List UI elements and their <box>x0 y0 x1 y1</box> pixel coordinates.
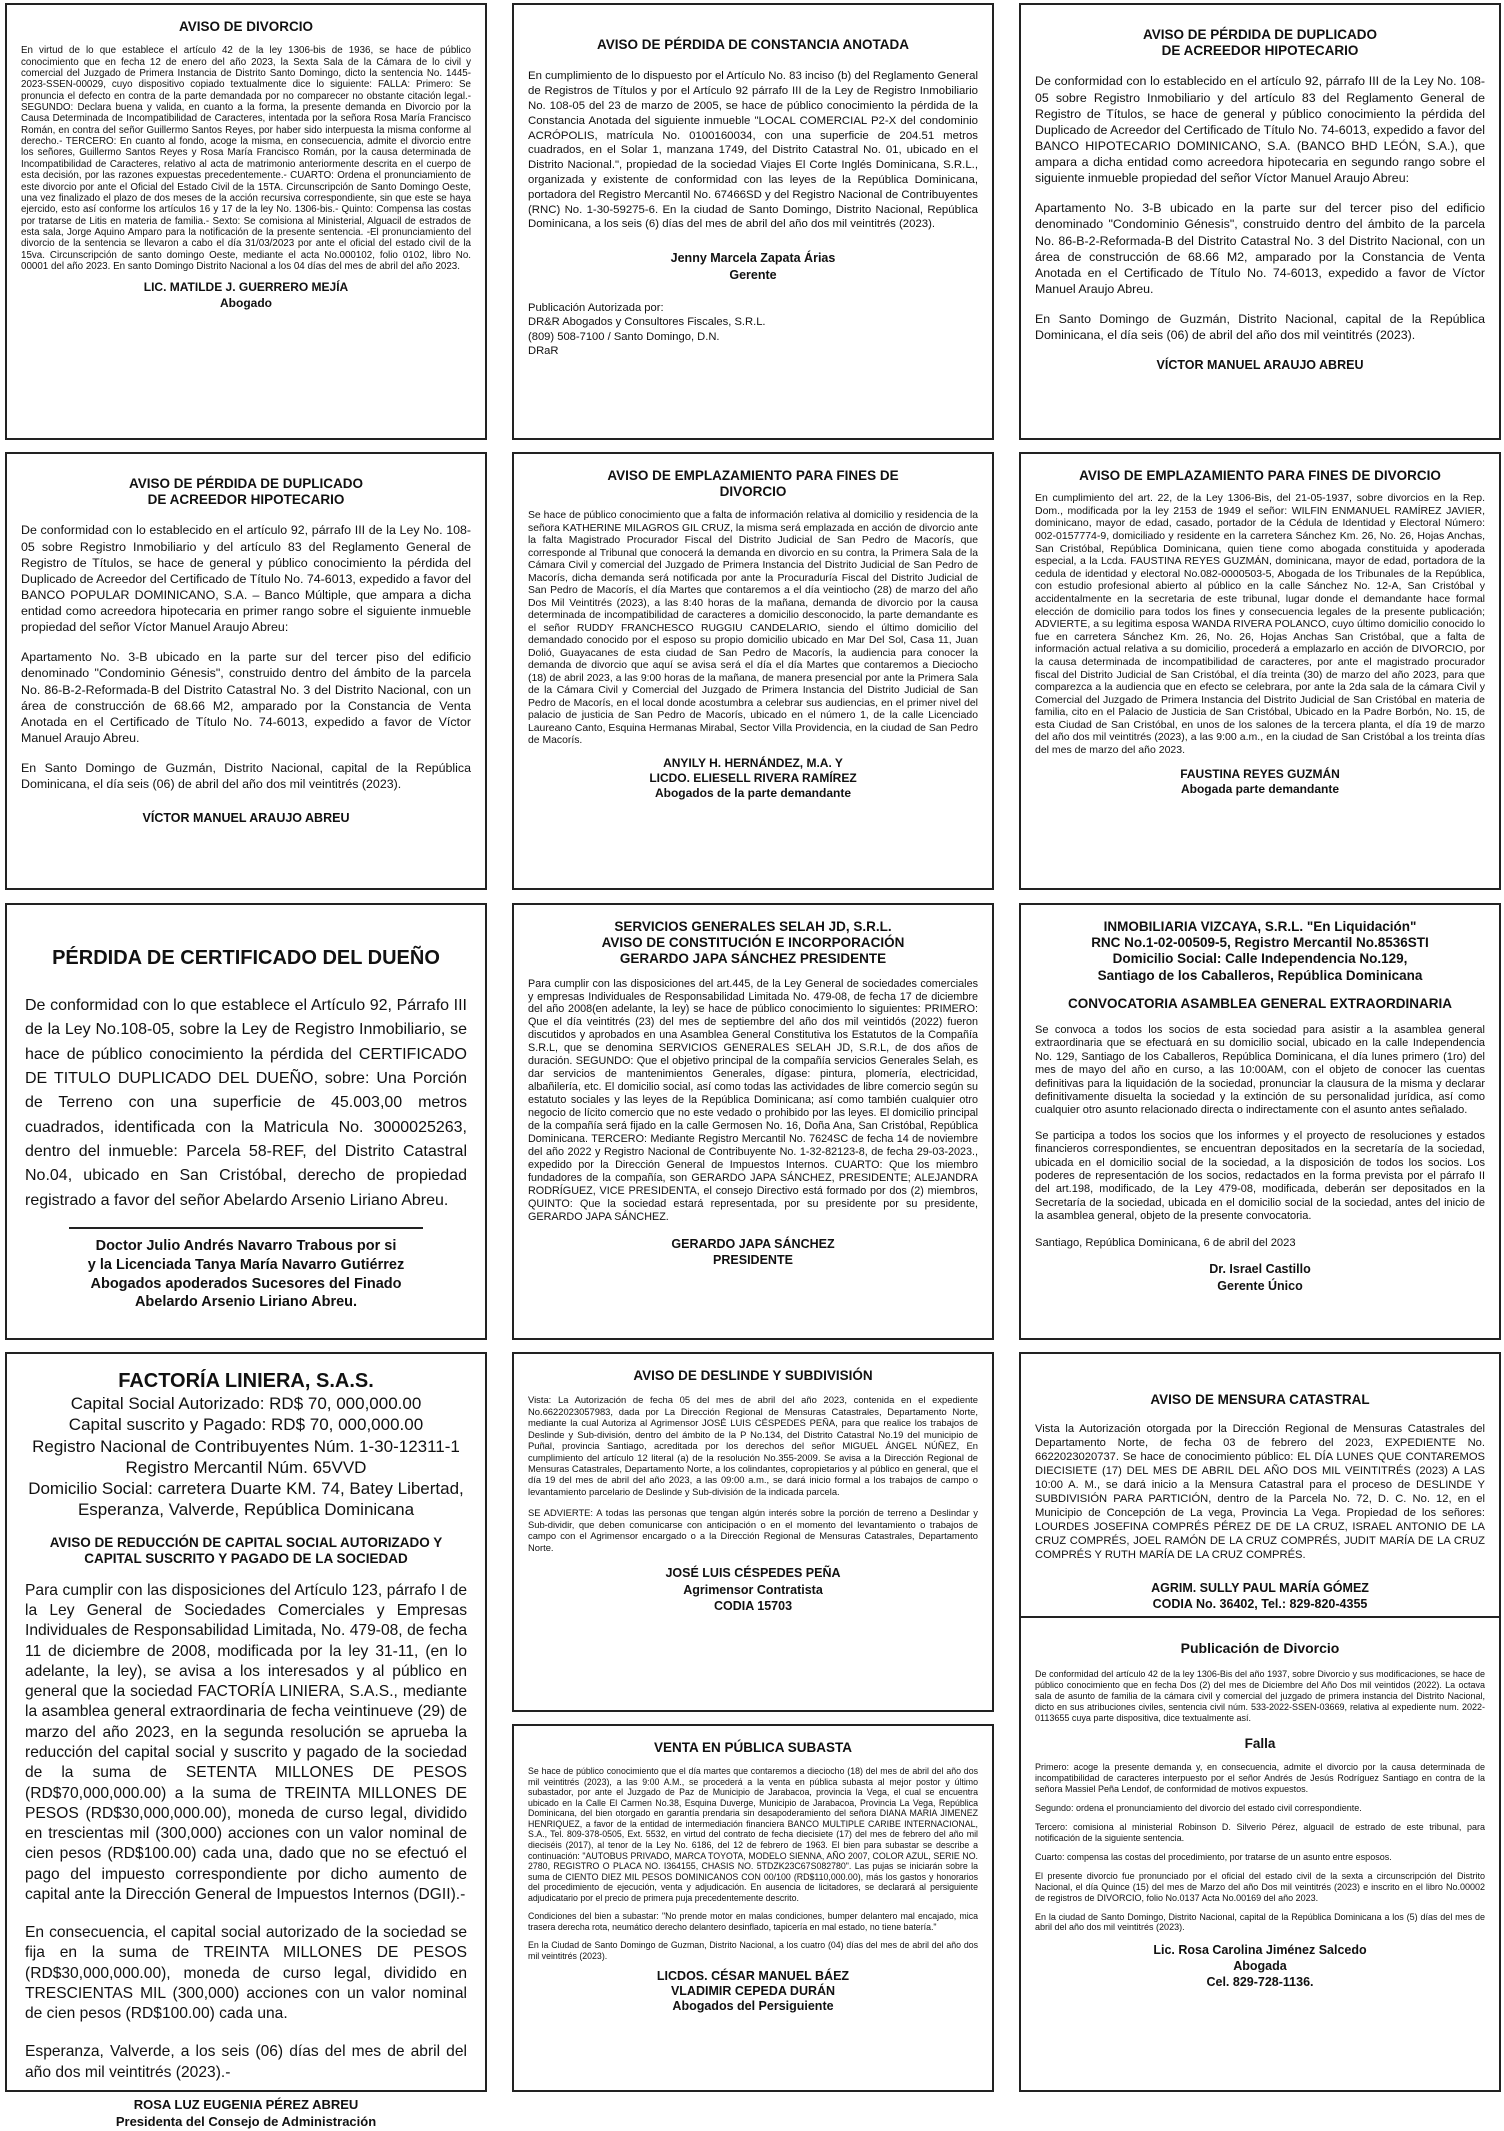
title-line: SERVICIOS GENERALES SELAH JD, S.R.L. <box>614 919 892 934</box>
ad-date: Santiago, República Dominicana, 6 de abril del 2023 <box>1035 1236 1296 1249</box>
ad-paragraph: Vista: La Autorización de fecha 05 del mes de abril del año 2023, contenida en el expediente No.6622023057983, dada por La Dirección Regional de Mensuras Catastrales, Departamento Norte, mediante la cual Autoriza al Agrimensor JOSÉ LUIS CÉSPEDES PEÑA, para que realice los trabajos de Deslinde y Sub-división, dentro del ámbito de la P No.134, del Distrito Catastral No.19 del municipio de Puñal, provincia Santiago, acreditada por los derechos del señor MIGUEL ÁNGEL NÚÑEZ, En cumplimiento del artículo 12 literal (a) de la resolución No.355-2009. Se avisa a la Dirección Regional de Mensuras Catastrales, Departamento Norte, a los colindantes, copropietarios y al público en general, que el día 19 del mes de abril del año 2023, a las 09:00 a.m., se dará inicio formal a los trabajos de campo o levantamiento parcelario de Deslinde y Sub-división de la indicada parcela. <box>528 1394 978 1497</box>
ad-perdida-duplicado-popular <box>5 452 487 890</box>
ad-subtitle <box>25 1535 467 1567</box>
ad-paragraph: Segundo: ordena el pronunciamiento del divorcio del estado civil correspondiente. <box>1035 1802 1362 1813</box>
ad-paragraph: SE ADVIERTE: A todas las personas que tengan algún interés sobre la porción de terreno a Deslindar y Sub-dividir, que deben comunicarse con anticipación o en el momento del levantamiento o trabajos de campo con el Agrimensor encargado o a la Dirección Regional de Mensuras Catastrales, Departamento Norte. <box>528 1507 978 1553</box>
ad-paragraph: El presente divorcio fue pronunciado por el oficial del estado civil de la sexta a circunscripción del Distrito Nacional, el día Quince (15) del mes de Marzo del año Dos mil veintitrés (2023) e inscrito en el libro No.00002 de registros de DIVORCIO, folio No.0137 Acta No.00169 del año 2023. <box>1035 1870 1485 1903</box>
ad-title <box>528 919 978 968</box>
ad-title: Publicación de Divorcio <box>1180 1640 1340 1656</box>
subtitle-line: CAPITAL SUSCRITO Y PAGADO DE LA SOCIEDAD <box>84 1550 408 1566</box>
detail-line: Esperanza, Valverde, República Dominicana <box>77 1500 415 1520</box>
signer-name: VLADIMIR CEPEDA DURÁN <box>670 1984 836 1999</box>
signer-role: Abogada parte demandante <box>1180 782 1340 797</box>
detail-line: Registro Nacional de Contribuyentes Núm. 1-30-12311-1 <box>32 1436 460 1456</box>
ad-signature <box>1035 1580 1485 1613</box>
ad-signature <box>528 756 978 801</box>
publication-credit <box>528 301 978 359</box>
ad-aviso-divorcio <box>5 3 487 440</box>
ad-title <box>21 476 471 508</box>
ad-body: Para cumplir con las disposiciones del art.445, de la Ley General de sociedades comerciales y empresas Individuales de Responsabilidad Limitada No. 479-08, de fecha 17 de diciembre del año 2008(en adelante, la ley) se hace de público conocimiento lo siguientes: PRIMERO: Que el día veintitrés (23) del mes de septiembre del año dos mil veintidós (2022) fueron discutidos y aprobados en una Asamblea General Constitutiva los Estatutos de la Compañía S.R.L, que se denomina SERVICIOS GENERALES SELAH JD, S.R.L, de dos años de duración. SEGUNDO: Que el objetivo principal de la compañía servicios Generales Selah, es dar servicios de mantenimientos Generales, dígase: pintura, plomería, electricidad, albañilería, etc. El domicilio social, así como todas las actividades de libre comercio según su estatuto sociales y las leyes de la República Dominicana; así como también cualquier otro negocio de lícito comercio que no este vedado o prohibido por las leyes. El domicilio principal de la compañía será fijado en la calle Germosen No. 16, Doña Ana, San Cristóbal, República Dominicana. TERCERO: Mediante Registro Mercantil No. 7624SC de fecha 14 de noviembre del año 2022 y Registro Nacional de Contribuyente No. 1-32-82123-8, de fecha 29-03-2023., expedido por la Dirección General de Impuestos Internos. CUARTO: Que los miembro fundadores de la compañía, son GERARDO JAPA SÁNCHEZ, PRESIDENTE; ALEJANDRA RODRÍGUEZ, VICE PRESIDENTA, el consejo Directivo está formado por dos (2) miembros, QUINTO: Que la sociedad estará representada, por su presidente por su presidente, GERARDO JAPA SÁNCHEZ. <box>528 977 978 1223</box>
ad-perdida-constancia <box>512 3 994 440</box>
ad-paragraph: Para cumplir con las disposiciones del Artículo 123, párrafo I de la Ley General de Sociedades Comerciales y Empresas Individuales de Responsabilidad Limitada, No. 479-08, de fecha 11 de diciembre de 2008, modificada por la ley 31-11, (en lo adelante, la ley), se avisa a los interesados y al público en general que la sociedad FACTORÍA LINIERA, S.A.S., mediante la asamblea general extraordinaria de fecha veintinueve (29) de marzo del año 2023, en la segunda resolución se aprueba la reducción del capital social y suscrito y pagado de la sociedad de la suma de SETENTA MILLONES DE PESOS (RD$70,000,000.00) a la suma de TREINTA MILLONES DE PESOS (RD$30,000,000.00), moneda de curso legal, dividido en trescientas mil (300,000) acciones con un valor nominal de cien pesos (RD$100.00) cada una, dado que no se efectuó el pago del impuesto correspondiente por dicho aumento de capital ante la Dirección General de Impuestos Internos (DGII).- <box>25 1581 467 1903</box>
ad-paragraph: En la Ciudad de Santo Domingo de Guzman, Distrito Nacional, a los cuatro (04) días del mes de abril del año dos mil veintitrés (2023). <box>528 1940 978 1961</box>
ad-subtitle: Falla <box>1244 1735 1276 1751</box>
signer-name: y la Licenciada Tanya María Navarro Gutiérrez <box>87 1256 405 1273</box>
ad-signature <box>528 1565 978 1614</box>
ad-paragraph: En Santo Domingo de Guzmán, Distrito Nacional, capital de la República Dominicana, el día seis (06) de abril del año dos mil veintitrés (2023). <box>1035 312 1485 343</box>
title-line: AVISO DE PÉRDIDA DE DUPLICADO <box>1142 27 1378 42</box>
company-line: RNC No.1-02-00509-5, Registro Mercantil No.8536STI <box>1091 935 1429 951</box>
company-line: Domicilio Social: Calle Independencia No.129, <box>1112 951 1408 967</box>
ad-title <box>1035 27 1485 59</box>
pub-line: DR&R Abogados y Consultores Fiscales, S.R.L. <box>528 316 766 329</box>
signer-name: Doctor Julio Andrés Navarro Trabous por si <box>95 1237 397 1254</box>
ad-body: En cumplimiento del art. 22, de la Ley 1306-Bis, del 21-05-1937, sobre divorcios en la Rep. Dom., modificada por la ley 2153 de 1949 el señor: WILFIN ENMANUEL RAMÍREZ JAVIER, dominicano, mayor de edad, casado, portador de la Cédula de Identidad y Electoral Número: 002-0157774-9, domiciliado y residente en la carretera Sánchez Km. 26, No. 26, Hojas Anchas, San Cristóbal, República Dominicana, quien tiene como abogada constituida y apoderada especial, a la Lcda. FAUSTINA REYES GUZMÁN, dominicana, mayor de edad, portadora de la cedula de identidad y electoral No.082-0000503-5, Abogada de los Tribunales de la República, con estudio profesional abierto al público en la calle Sánchez No. 12-A, San Cristóbal y accidentalmente en la secretaria de este tribunal, lugar donde el demandante hace formal elección de domicilio para todos los fines y consecuencia legales de la presente publicación; ADVIERTE, a su legitima esposa WANDA RIVERA POLANCO, cuyo último domicilio conocido lo fue en carretera Sánchez Km. 26, No. 26, Hojas Anchas San Cristóbal, que a falta de información actual relativa a su domicilio, procederá a emplazarlo en acción de DIVORCIO, por la causa determinada de incompatibilidad de caracteres, por ante el magistrado procurador fiscal del Distrito Judicial de San Cristóbal, el día treinta (30) de marzo del año 2023, para que comparezca a la audiencia que en efecto se celebrara, por ante la 2da sala de la cámara Civil y Comercial del Juzgado de Primera Instancia del Distrito Judicial de San Cristóbal en materia de familia, cito en el Palacio de Justicia de San Cristóbal, Ubicado en la Padre Borbón, No. 15, de esta Ciudad de San Cristóbal, en unos de los salones de la tercera planta, el día 19 de marzo del año dos mil veintitrés (2023), a las 9:00 a.m., en la ciudad de San Cristóbal a los treinta días del mes de marzo del año 2023. <box>1035 492 1485 757</box>
signer-contact: Cel. 829-728-1136. <box>1206 1974 1314 1989</box>
title-line: DE ACREEDOR HIPOTECARIO <box>1161 43 1359 59</box>
ad-paragraph: Se participa a todos los socios que los informes y el proyecto de resoluciones y estados financieros correspondientes, se encuentran depositados en la secretaría de la sociedad, ubicada en el domicilio social de la sociedad, a la disposición de todos los socios. Los poderes de representación de los socios, redactados en la forma prevista por el párrafo II del art.198, modificado, de la Ley 479-08, modificada, deberán ser depositados en la Secretaría de la sociedad, ubicada en el domicilio social de la sociedad, antes del inicio de la asamblea general, objeto de la presente convocatoria. <box>1035 1129 1485 1223</box>
signer-role: Gerente <box>729 267 777 282</box>
company-details <box>25 1393 467 1521</box>
title-line: AVISO DE EMPLAZAMIENTO PARA FINES DE <box>607 468 899 483</box>
ad-paragraph: De conformidad del artículo 42 de la ley 1306-Bis del año 1937, sobre Divorcio y sus modificaciones, se hace de público conocimiento que en fecha Dos (2) del mes de Diciembre del Año Dos mil veintidos (2022). La octava sala de asunto de familia de la cámara civil y comercial del juzgado de primera instancia del Distrito Nacional, dicto en sus atribuciones civiles, sentencia civil núm. 533-2022-SSEN-03669, relativa al expediente num. 2022-0113655 cuya parte dispositiva, dice textualmente así. <box>1035 1668 1485 1723</box>
ad-signature <box>528 1236 978 1269</box>
ad-subtitle: CONVOCATORIA ASAMBLEA GENERAL EXTRAORDINARIA <box>1067 995 1452 1011</box>
company-name: FACTORÍA LINIERA, S.A.S. <box>118 1370 374 1392</box>
ad-body: De conformidad con lo que establece el Artículo 92, Párrafo III de la Ley No.108-05, sobre la Ley de Registro Inmobiliario, se hace de público conocimiento la pérdida del CERTIFICADO DE TITULO DUPLICADO DEL DUEÑO, sobre: Una Porción de Terreno con una superficie de 45.003,00 metros cuadrados, identificada con la Matricula No. 3000025263, dentro del inmueble: Parcela 58-REF, del Distrito Catastral No.04, ubicado en San Cristóbal, derecho de propiedad registrado a favor del señor Abelardo Arsenio Liriano Abreu. <box>25 997 467 1209</box>
signature-rule <box>69 1227 423 1229</box>
title-line: DIVORCIO <box>719 484 787 500</box>
ad-signature <box>1035 767 1485 798</box>
ad-signature <box>1035 1261 1485 1294</box>
ad-paragraph: En la ciudad de Santo Domingo, Distrito Nacional, capital de la República Dominicana a los (5) días del mes de abril del año dos mil veintitrés (2023). <box>1035 1911 1485 1933</box>
signer-role: Abogado <box>220 295 272 310</box>
ad-paragraph: Se hace de público conocimiento que el día martes que contaremos a dieciocho (18) del mes de abril del año dos mil veintitrés (2023), a las 9:00 A.M., se procederá a la venta en pública subasta al mejor postor y último subastador, por ante el Juzgado de Paz de Municipio de Jarabacoa, provincia la Vega, el cual se encuentra ubicado en la Calle El Carmen No.38, Esquina Duverge, Municipio de Jarabacoa, Provincia La Vega, República Dominicana, del bien otorgado en garantía prendaria sin desapoderamiento del señora DIANA MARIA JIMENEZ HENRIQUEZ, a favor de la entidad de intermediación financiera BANCO MULTIPLE CARIBE INTERNACIONAL, S.A., Tel. 809-378-0505, Ext. 5532, en virtud del contrato de fecha diecisiete (17) del mes de febrero del año mil dieciséis (2017), al tenor de la Ley No. 6186, del 12 de febrero de 1963. El bien para subastar se describe a continuación: "AUTOBUS PRIVADO, MARCA TOYOTA, MODELO SIENNA, AÑO 2007, COLOR AZUL, SERIE NO. 2780, REGISTRO O PLACA NO. I364155, CHASIS NO. 5TDZK23C67S082780". Las pujas se iniciarán sobre la suma de CIENTO DIEZ MIL PESOS DOMINICANOS CON 00/100 (RD$110,000.00), más los gastos y honorarios del procedimiento de ejecución, venta y adjudicación. En ausencia de licitadores, se declarará al persiguiente adjudicatario por el precio de primera puja precedentemente descrito. <box>528 1766 978 1903</box>
ad-signature <box>1035 1943 1485 1990</box>
ad-constitucion-selah <box>512 903 994 1340</box>
ad-paragraph: Apartamento No. 3-B ubicado en la parte sur del tercer piso del edificio denominado "Condominio Génesis", construido dentro del ámbito de la parcela No. 86-B-2-Reformada-B del Distrito Catastral No. 3 del Distrito Nacional, con un área de construcción de 68.66 M2, amparado por la Constancia de Venta Anotada en el Certificado de Título No. 74-6013, expedido a favor de Víctor Manuel Araujo Abreu. <box>21 650 471 745</box>
ad-title: VENTA EN PÚBLICA SUBASTA <box>653 1740 852 1755</box>
ad-title: AVISO DE PÉRDIDA DE CONSTANCIA ANOTADA <box>596 37 909 52</box>
ad-emplazamiento-san-cristobal <box>1019 452 1501 890</box>
signer-name: VÍCTOR MANUEL ARAUJO ABREU <box>142 811 350 826</box>
ad-venta-subasta <box>512 1724 994 2092</box>
ad-signature <box>25 2097 467 2131</box>
pub-line: Publicación Autorizada por: <box>528 301 664 314</box>
detail-line: Capital suscrito y Pagado: RD$ 70, 000,000.00 <box>68 1415 424 1435</box>
ad-convocatoria-vizcaya <box>1019 903 1501 1340</box>
detail-line: Domicilio Social: carretera Duarte KM. 74, Batey Libertad, <box>28 1479 464 1498</box>
ad-signature <box>25 1237 467 1312</box>
ad-paragraph: Condiciones del bien a subastar: "No prende motor en malas condiciones, bumper delantero mal encajado, mica trasera derecha rota, neumático derecho delantero desinflado, tapicería en mal estado, no tiene batería." <box>528 1911 978 1932</box>
signer-code: CODIA 15703 <box>713 1598 793 1613</box>
signer-name: LIC. MATILDE J. GUERRERO MEJÍA <box>143 280 349 295</box>
ad-paragraph: En Santo Domingo de Guzmán, Distrito Nacional, capital de la República Dominicana, el día seis (06) de abril del año dos mil veintitrés (2023). <box>21 761 471 792</box>
signer-contact: CODIA No. 36402, Tel.: 829-820-4355 <box>1152 1597 1368 1612</box>
ad-body: Vista la Autorización otorgada por la Dirección Regional de Mensuras Catastrales del Departamento Norte, de fecha 03 de febrero del 2023, EXPEDIENTE No. 6622023020737. Se hace de conocimiento público: EL DÍA LUNES QUE CONTAREMOS DIECISIETE (17) DEL MES DE ABRIL DEL AÑO DOS MIL VEINTITRÉS (2023) A LAS 10:00 A. M., se dará inicio a la Mensura Catastral para el proceso de DESLINDE Y SUBDIVISIÓN PARA PARTICIÓN, dentro de la Parcela No. 72, D. C. No. 12, en el Municipio de Concepción de La vega, Provincia La Vega. Propiedad de los señores: LOURDES JOSEFINA COMPRÉS PÉREZ DE DE LA CRUZ, ISRAEL ANTONIO DE LA CRUZ COMPRÉS, JOEL RAMÓN DE LA CRUZ COMPRÉS, JUDIT MARÍA DE LA CRUZ COMPRÉS Y RUTH MARÍA DE LA CRUZ COMPRÉS. <box>1035 1423 1485 1562</box>
signer-name: GERARDO JAPA SÁNCHEZ <box>671 1236 835 1251</box>
ad-perdida-duplicado-bhd <box>1019 3 1501 440</box>
signer-name: ANYILY H. HERNÁNDEZ, M.A. Y <box>663 755 843 770</box>
ad-signature <box>528 1969 978 2014</box>
ad-signature <box>21 280 471 311</box>
signer-role: Abogados del Persiguiente <box>672 1999 834 2014</box>
ad-body: En virtud de lo que establece el artículo 42 de la ley 1306-bis de 1936, se hace de público conocimiento que en fecha 12 de enero del año 2023, la Sexta Sala de la Cámara de lo civil y comercial del Juzgado de Primera Instancia de Distrito Santo Domingo, dicto la sentencia No. 1445-2023-SSEN-00029, cuyo dispositivo copiado textualmente dice lo siguiente: FALLA: Primero: Se pronuncia el defecto en contra de la parte demandada por no comparecer no obstante citación legal.- SEGUNDO: Declara buena y valida, en cuanto a la forma, la presente demanda en Divorcio por la Causa Determinada de Incompatibilidad de Caracteres, intentada por la señora Rosa María Francisco Román, en contra del señor Guillermo Santos Reyes, por haber sido interpuesta la misma conforme al derecho.- TERCERO: En cuanto al fondo, acoge la misma, en consecuencia, admite el divorcio entre los señores, Guillermo Santos Reyes y Rosa María Francisco Román, por la causa determinada de Incompatibilidad de Caracteres, relativo al acta de matrimonio anteriormente descrita en el cuerpo de esta decisión, por las razones expuestas precedentemente.- CUARTO: Ordena el pronunciamiento de este divorcio por ante el Oficial del Estado Civil de la 15TA. Circunscripción de Santo Domingo Oeste, una vez finalizado el plazo de dos meses de la acción recursiva correspondiente, sin que este se haya ejercido, esto así conforme los artículos 16 y 17 de la ley No. 1306-bis.- Quinto: Compensa las costas por tratarse de Litis en materia de familia.- Sexto: Se comisiona al Ministerial, Alguacil de estrados de esta sala, Jorge Aquino Amparo para la notificación de la presente sentencia. -El pronunciamiento del divorcio de la sentencia se llevaron a cabo el día 31/03/2023 por ante el oficial del estado civil de la 15va. Circunscripción de santo domingo Oeste, mediante el acta No.000102, folio 0102, libro No. 00001 del año 2023. En santo Domingo Distrito Nacional a los 04 días del mes de abril del año 2023. <box>21 45 471 273</box>
ad-paragraph: Apartamento No. 3-B ubicado en la parte sur del tercer piso del edificio denominado "Condominio Génesis", construido dentro del ámbito de la parcela No. 86-B-2-Reformada-B del Distrito Catastral No. 3 del Distrito Nacional, con un área de construcción de 68.66 M2, amparado por la Constancia de Venta Anotada en el Certificado de Título No. 74-6013, expedido a favor de Víctor Manuel Araujo Abreu. <box>1035 201 1485 296</box>
signer-name: AGRIM. SULLY PAUL MARÍA GÓMEZ <box>1151 1581 1369 1596</box>
ad-paragraph: Esperanza, Valverde, a los seis (06) días del mes de abril del año dos mil veintitrés (2023).- <box>25 2043 467 2081</box>
ad-deslinde-subdivision <box>512 1352 994 1712</box>
signer-name: ROSA LUZ EUGENIA PÉREZ ABREU <box>133 2096 359 2112</box>
signer-name: JOSÉ LUIS CÉSPEDES PEÑA <box>665 1566 841 1581</box>
ad-title <box>528 468 978 500</box>
signer-role: Presidenta del Consejo de Administración <box>115 2113 377 2129</box>
detail-line: Capital Social Autorizado: RD$ 70, 000,000.00 <box>70 1394 422 1413</box>
ad-factoria-liniera <box>5 1352 487 2129</box>
ad-paragraph: Tercero: comisiona al ministerial Robinson D. Silverio Pérez, alguacil de estrado de este tribunal, para notificación de la siguiente sentencia. <box>1035 1821 1485 1843</box>
signer-name: VÍCTOR MANUEL ARAUJO ABREU <box>1156 358 1364 373</box>
title-line: AVISO DE PÉRDIDA DE DUPLICADO <box>128 476 364 491</box>
title-line: DE ACREEDOR HIPOTECARIO <box>147 492 345 508</box>
signer-name: FAUSTINA REYES GUZMÁN <box>1180 766 1340 781</box>
signer-name: LICDOS. CÉSAR MANUEL BÁEZ <box>656 1969 850 1984</box>
ad-paragraph: Primero: acoge la presente demanda y, en consecuencia, admite el divorcio por la causa determinada de incompatibilidad de caracteres interpuesto por el señor Andrés de Jesús Rodríguez Santiago en contra de la señora Massiel Peña Lendof, de conformidad de motivos expuestos. <box>1035 1761 1485 1794</box>
signer-name: Jenny Marcela Zapata Árias <box>670 251 836 266</box>
ad-publicacion-divorcio <box>1019 1616 1501 2092</box>
signer-name: Dr. Israel Castillo <box>1209 1262 1311 1277</box>
ad-perdida-certificado-dueno <box>5 903 487 1340</box>
ad-paragraph: En consecuencia, el capital social autorizado de la sociedad se fija en la suma de TREINTA MILLONES DE PESOS (RD$30,000,000.00), moneda de curso legal, dividido en TRESCIENTAS MIL (300,000) acciones con un valor nominal de cien pesos (RD$100.00) cada una. <box>25 1924 467 2023</box>
pub-line: (809) 508-7100 / Santo Domingo, D.N. <box>528 330 720 343</box>
ad-paragraph: Cuarto: compensa las costas del procedimiento, por tratarse de un asunto entre esposos. <box>1035 1851 1392 1862</box>
ad-title: AVISO DE DESLINDE Y SUBDIVISIÓN <box>633 1368 873 1383</box>
ad-signature <box>528 250 978 283</box>
company-name: INMOBILIARIA VIZCAYA, S.R.L. "En Liquidación" <box>1103 919 1417 934</box>
signer-role: PRESIDENTE <box>713 1252 793 1267</box>
title-line: AVISO DE CONSTITUCIÓN E INCORPORACIÓN <box>601 935 905 951</box>
ad-emplazamiento-san-pedro <box>512 452 994 890</box>
ad-title: AVISO DE DIVORCIO <box>178 19 314 34</box>
signer-role: Agrimensor Contratista <box>683 1582 823 1597</box>
subtitle-line: AVISO DE REDUCCIÓN DE CAPITAL SOCIAL AUTORIZADO Y <box>49 1534 443 1550</box>
signer-role: Abogada <box>1233 1959 1287 1974</box>
ad-paragraph: Se convoca a todos los socios de esta sociedad para asistir a la asamblea general extraordinaria que se efectuará en su domicilio social, ubicado en la calle Independencia No. 129, Santiago de los Caballeros, República Dominicana, el día lunes primero (1ro) del mes de mayo del año en curso, a las 10:00AM, con el objeto de conocer las cuentas definitivas para la liquidación de la sociedad, pronunciar la clausura de la misma y declarar definitivamente disuelta la sociedad y la extinción de su personalidad jurídica, así como cualquier otro asunto relacionado directa o indirectamente con el asunto antes señalado. <box>1035 1023 1485 1117</box>
signer-name: LICDO. ELIESELL RIVERA RAMÍREZ <box>649 770 857 785</box>
pub-line: DRaR <box>528 345 559 358</box>
signer-role: Abogados de la parte demandante <box>654 785 852 800</box>
ad-body: En cumplimiento de lo dispuesto por el Artículo No. 83 inciso (b) del Reglamento General de Registros de Títulos y por el Artículo 92 párrafo III de la Ley de Registro Inmobiliario No. 108-05 del 23 de marzo de 2005, se hace de público conocimiento la pérdida de la Constancia Anotada del siguiente inmueble "LOCAL COMERCIAL P2-X del condominio ACRÓPOLIS, matrícula No. 0100160034, con una superficie de 204.51 metros cuadrados, en el Solar 1, manzana 1749, del Distrito Catastral No. 01, ubicado en el Distrito Nacional.", propiedad de la sociedad Viajes El Corte Inglés Dominicana, S.R.L., organizada y existente de conformidad con las leyes de la República Dominicana, portadora del Registro Mercantil No. 67466SD y del Registro Nacional de Contribuyentes (RNC) No. 1-30-59275-6. En la ciudad de Santo Domingo, Distrito Nacional, República Dominicana, a los seis (6) días del mes de abril del año dos mil veintitrés (2023). <box>528 70 978 231</box>
ad-body: Se hace de público conocimiento que a falta de información relativa al domicilio y residencia de la señora KATHERINE MILAGROS GIL CRUZ, la misma será emplazada en acción de divorcio ante la falta Magistrado Procurador Fiscal del Distrito Judicial de San Pedro de Macorís, que corresponde al Tribunal que conocerá la demanda en divorcio en su contra, la Primera Sala de la Cámara Civil y comercial del Juzgado de Primera Instancia del Distrito Judicial de San Pedro de Macorís, dicha demanda será notificada por ante la Procuraduría Fiscal del Distrito Judicial de San Pedro de Macorís, el día Martes que contaremos a el día veintiocho (28) de marzo del año Dos Mil Veintitrés (2023), a las 8:40 horas de la mañana, demanda de divorcio por la causa determinada de incompatibilidad de caracteres a domicilio desconocido, la parte demandante es el señor RUDDY FRANCHESCO RUGGIU CANDELARIO, siendo el último domicilio del demandado conocido por el esposo su propio domicilio ubicado en Mar Del Sol, Casa 11, Juan Dolió, Guayacanes de esta ciudad de San Pedro de Macorís, la audiencia para conocer la demanda de divorcio que aquí se avisa será el día el día Martes que contaremos a Dieciocho (18) de abril 2023, a las 9:00 horas de la mañana, de manera presencial por ante la Primera Sala de la Cámara Civil y Comercial del Juzgado de Primera Instancia del Distrito Judicial de San Pedro de Macorís, en el local donde acostumbra a celebrar sus audiencias, en el primer nivel del palacio de justicia de San Pedro de Macorís, ubicado en el número 1, de la calle Licenciado Laureano Canto, Esquina Hermanas Mirabal, Sector Villa Providencia, en la ciudad de San Pedro de Macorís. <box>528 510 978 747</box>
ad-title: PÉRDIDA DE CERTIFICADO DEL DUEÑO <box>52 947 440 969</box>
signer-role: Abogados apoderados Sucesores del Finado <box>90 1275 402 1292</box>
ad-paragraph: De conformidad con lo establecido en el artículo 92, párrafo III de la Ley No. 108-05 sobre Registro Inmobiliario y del artículo 83 del Reglamento General de Registro de Títulos, se hace de general y público conocimiento la pérdida del Duplicado de Acreedor del Certificado de Título No. 74-6013, expedido a favor del BANCO POPULAR DOMINICANO, S.A. – Banco Múltiple, que ampara a dicha entidad como acreedora hipotecaria en primer rango sobre el siguiente inmueble propiedad del señor Víctor Manuel Araujo Abreu: <box>21 523 471 635</box>
ad-paragraph: De conformidad con lo establecido en el artículo 92, párrafo III de la Ley No. 108-05 sobre Registro Inmobiliario y del artículo 83 del Reglamento General de Registro de Títulos, se hace de general y público conocimiento la pérdida del Duplicado de Acreedor del Certificado de Título No. 74-6013, expedido a favor del BANCO HIPOTECARIO DOMINICANO, S.A. (BANCO BHD LEÓN, S.A.), que ampara a dicha entidad como acreedora hipotecaria en segundo rango sobre el siguiente inmueble propiedad del señor Víctor Manuel Araujo Abreu: <box>1035 74 1485 186</box>
detail-line: Registro Mercantil Núm. 65VVD <box>125 1457 367 1477</box>
company-line: Santiago de los Caballeros, República Dominicana <box>1097 967 1423 983</box>
title-line: GERARDO JAPA SÁNCHEZ PRESIDENTE <box>619 951 887 967</box>
signer-name: Lic. Rosa Carolina Jiménez Salcedo <box>1153 1943 1367 1958</box>
ad-header <box>1035 919 1485 984</box>
ad-title: AVISO DE MENSURA CATASTRAL <box>1150 1392 1370 1407</box>
ad-title: AVISO DE EMPLAZAMIENTO PARA FINES DE DIVORCIO <box>1079 468 1441 483</box>
signer-role: Abelardo Arsenio Liriano Abreu. <box>134 1294 358 1311</box>
signer-role: Gerente Único <box>1217 1278 1303 1293</box>
